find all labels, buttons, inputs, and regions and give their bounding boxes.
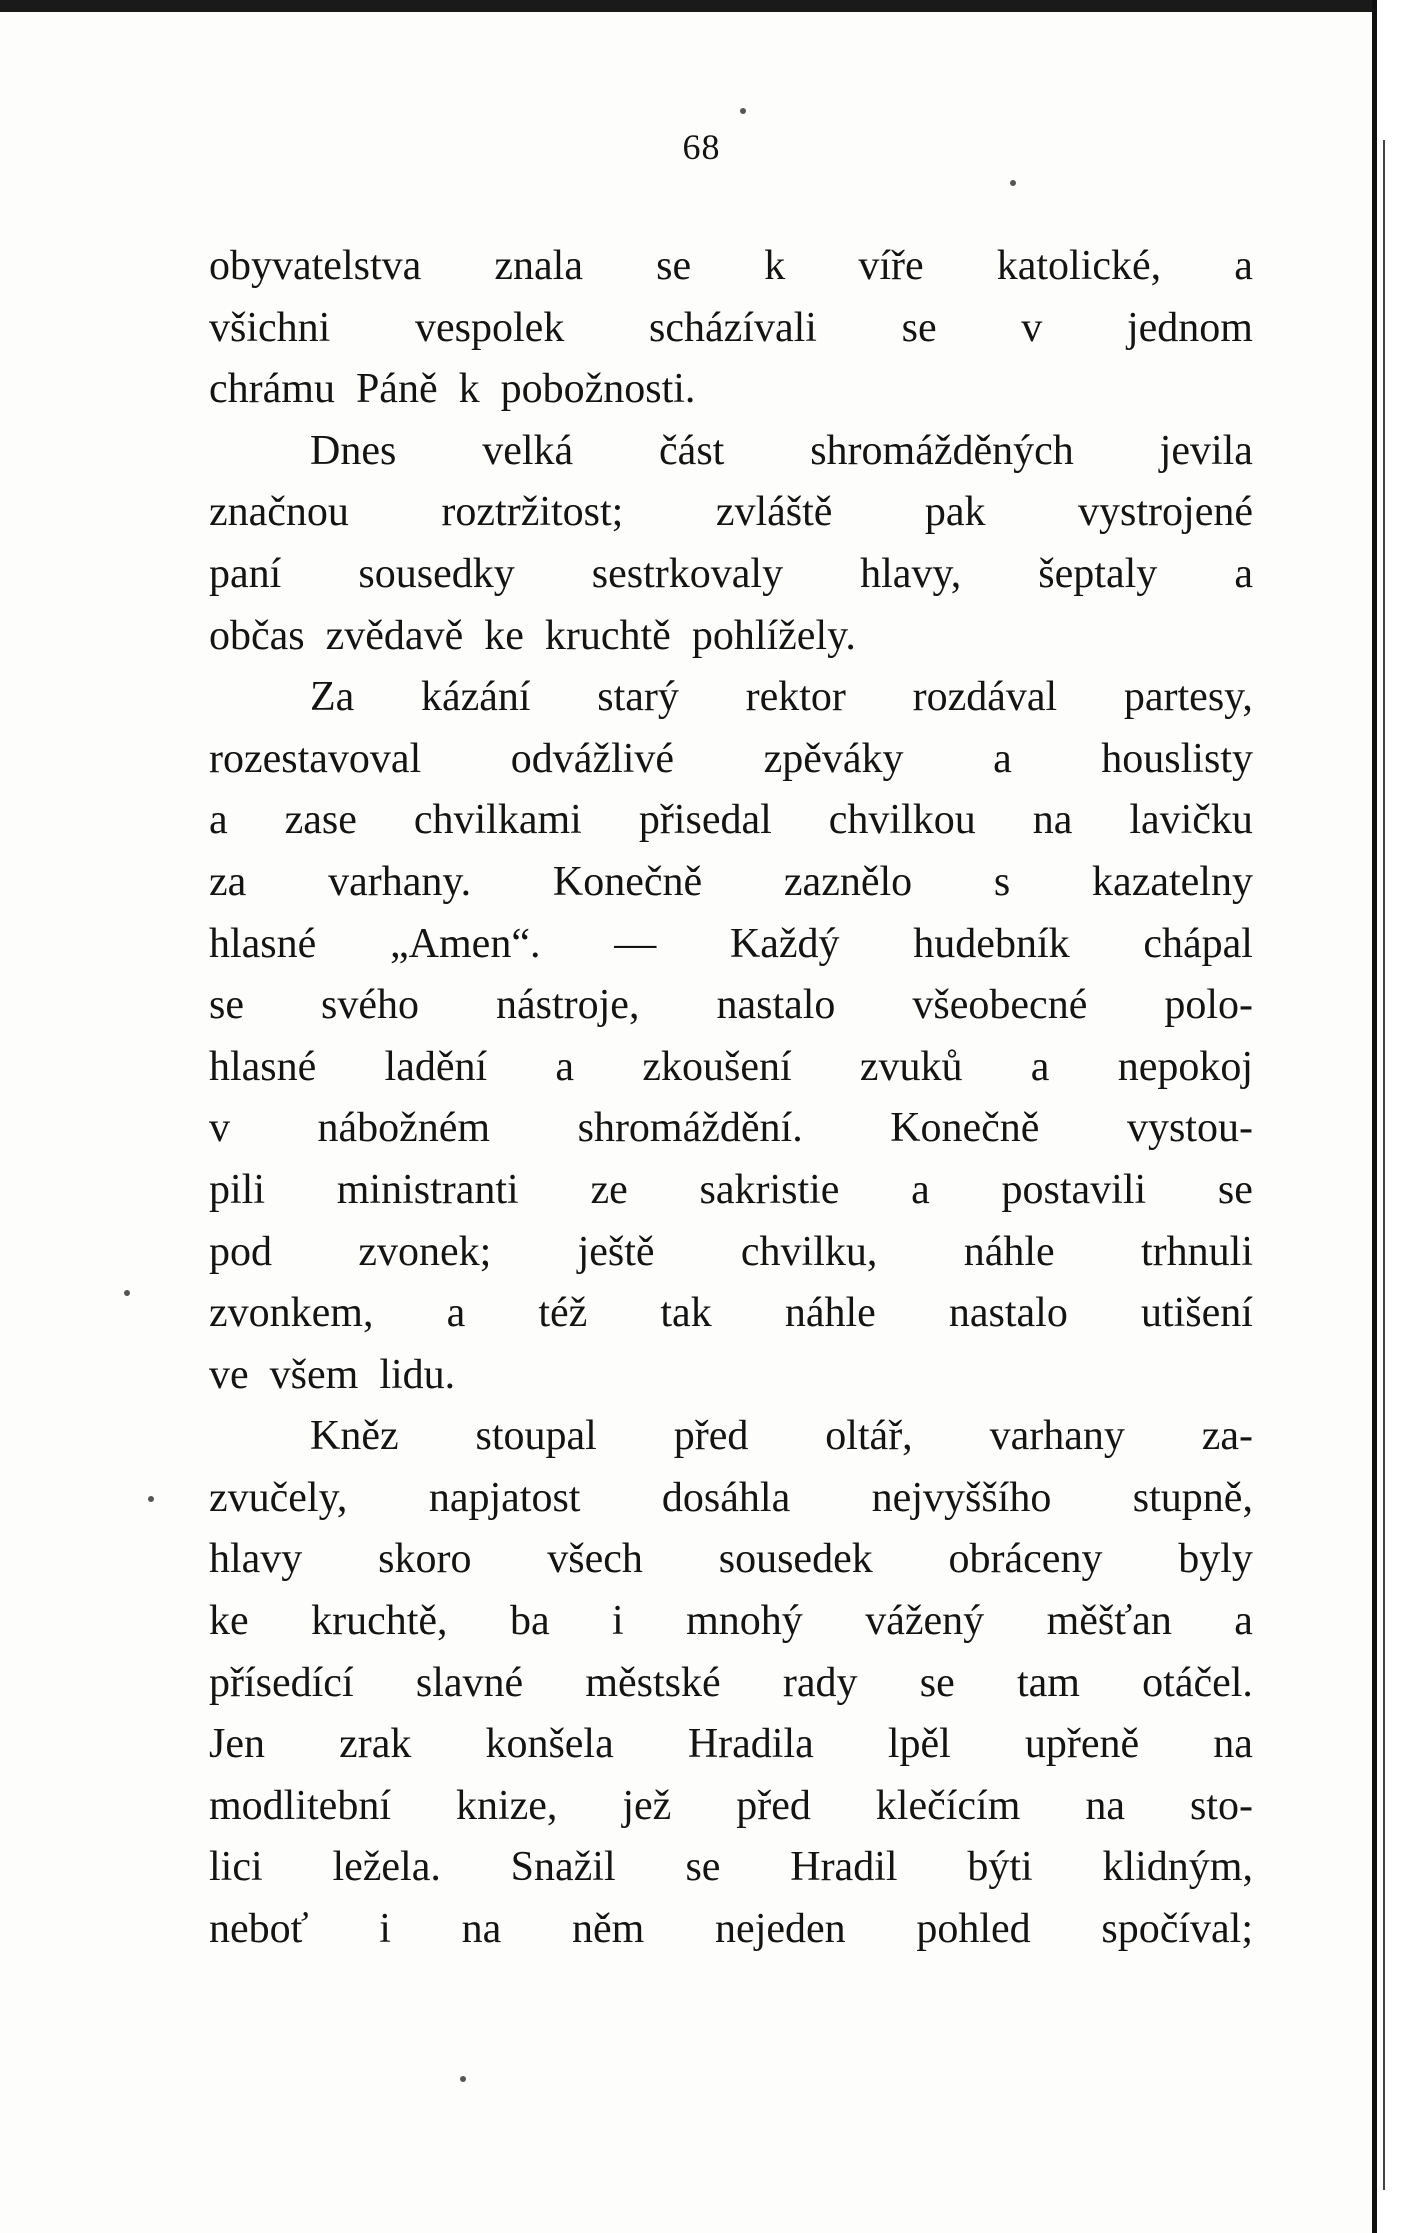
word: se bbox=[919, 1659, 955, 1706]
word: zvláště bbox=[715, 489, 833, 536]
word: se bbox=[1217, 1166, 1253, 1213]
word: všem bbox=[269, 1351, 359, 1398]
word: stoupal bbox=[475, 1413, 597, 1460]
word: ladění bbox=[384, 1043, 488, 1090]
word: pohlížely. bbox=[691, 612, 856, 659]
word: ke bbox=[209, 1598, 249, 1645]
word: Každý bbox=[729, 920, 840, 967]
word: měšťan bbox=[1046, 1598, 1172, 1645]
word: značnou bbox=[209, 489, 349, 536]
word: lpěl bbox=[887, 1721, 951, 1768]
word: kruchtě, bbox=[311, 1598, 448, 1645]
text-line bbox=[209, 1283, 1253, 1345]
text-line bbox=[209, 790, 1253, 852]
word: na bbox=[461, 1906, 502, 1953]
text-line bbox=[209, 852, 1253, 914]
word: zrak bbox=[339, 1721, 412, 1768]
word: obráceny bbox=[948, 1536, 1103, 1583]
word: a bbox=[993, 735, 1012, 782]
word: část bbox=[659, 427, 725, 474]
word: neboť bbox=[209, 1906, 309, 1953]
text-line bbox=[209, 298, 1253, 360]
word: jevila bbox=[1159, 427, 1253, 474]
text-line bbox=[209, 1468, 1253, 1530]
word: odvážlivé bbox=[510, 735, 675, 782]
word: starý bbox=[597, 674, 679, 721]
word: Páně bbox=[355, 366, 438, 413]
body-text bbox=[209, 236, 1253, 1961]
word: sakristie bbox=[699, 1166, 840, 1213]
scan-speck bbox=[740, 108, 746, 114]
word: k bbox=[764, 243, 786, 289]
word: rozdával bbox=[912, 674, 1058, 721]
word: vážený bbox=[865, 1598, 985, 1645]
word: — bbox=[614, 920, 657, 967]
word: chrámu bbox=[209, 366, 335, 413]
word: nejeden bbox=[715, 1906, 846, 1953]
scan-speck bbox=[460, 2076, 466, 2082]
word: „Amen“. bbox=[390, 920, 541, 967]
word: upřeně bbox=[1024, 1721, 1140, 1768]
word: Konečně bbox=[552, 858, 703, 905]
text-line bbox=[209, 421, 1253, 483]
text-line bbox=[209, 975, 1253, 1037]
word: chvilkou bbox=[828, 797, 976, 844]
word: před bbox=[673, 1413, 749, 1460]
text-line bbox=[209, 1222, 1253, 1284]
word: na bbox=[1213, 1721, 1253, 1768]
word: kazatelny bbox=[1092, 858, 1253, 905]
word: lidu. bbox=[379, 1351, 456, 1398]
text-line bbox=[209, 1837, 1253, 1899]
word: za- bbox=[1201, 1413, 1253, 1460]
word: se bbox=[685, 1844, 721, 1891]
text-line bbox=[209, 1591, 1253, 1653]
word: též bbox=[538, 1290, 588, 1337]
word: hlasné bbox=[209, 1043, 317, 1090]
word: ba bbox=[509, 1598, 550, 1645]
word: lici bbox=[209, 1844, 263, 1891]
word: Dnes bbox=[310, 427, 397, 474]
word: skoro bbox=[378, 1536, 472, 1583]
word: nábožném bbox=[317, 1105, 491, 1152]
word: šeptaly bbox=[1038, 550, 1158, 597]
text-line bbox=[209, 914, 1253, 976]
word: shromážděných bbox=[810, 427, 1074, 474]
word: obyvatelstva bbox=[209, 243, 422, 289]
word: pohled bbox=[916, 1906, 1031, 1953]
word: Kněz bbox=[310, 1413, 399, 1460]
word: sestrkovaly bbox=[591, 550, 784, 597]
word: Hradila bbox=[687, 1721, 814, 1768]
word: stupně, bbox=[1132, 1474, 1253, 1521]
word: něm bbox=[572, 1906, 645, 1953]
word: ke bbox=[484, 612, 524, 659]
word: a bbox=[555, 1043, 575, 1090]
word: nastalo bbox=[716, 982, 836, 1029]
word: slavné bbox=[415, 1659, 524, 1706]
word: Hradil bbox=[790, 1844, 898, 1891]
word: nastalo bbox=[948, 1290, 1068, 1337]
word: shromáždění. bbox=[577, 1105, 803, 1152]
word: náhle bbox=[963, 1228, 1055, 1275]
word: i bbox=[612, 1598, 624, 1645]
word: varhany bbox=[989, 1413, 1125, 1460]
word: kázání bbox=[420, 674, 531, 721]
text-line bbox=[209, 1098, 1253, 1160]
word: rady bbox=[782, 1659, 858, 1706]
text-line bbox=[209, 667, 1253, 729]
word: zvuků bbox=[859, 1043, 963, 1090]
word: všeobecné bbox=[912, 982, 1088, 1029]
word: všech bbox=[547, 1536, 643, 1583]
word: ležela. bbox=[332, 1844, 441, 1891]
word: rektor bbox=[745, 674, 846, 721]
word: hlasné bbox=[209, 920, 317, 967]
word: jednom bbox=[1126, 304, 1253, 351]
word: znala bbox=[494, 243, 583, 289]
word: svého bbox=[321, 982, 419, 1029]
word: varhany. bbox=[328, 858, 472, 905]
word: zpěváky bbox=[763, 735, 904, 782]
word: v bbox=[209, 1105, 230, 1152]
word: se bbox=[656, 243, 692, 289]
word: pak bbox=[924, 489, 986, 536]
word: ještě bbox=[577, 1228, 655, 1275]
word: dosáhla bbox=[661, 1474, 791, 1521]
word: spočíval; bbox=[1101, 1906, 1253, 1953]
page-gutter-line bbox=[1383, 140, 1385, 2190]
word: ministranti bbox=[336, 1166, 519, 1213]
word: s bbox=[993, 858, 1011, 905]
word: a bbox=[1234, 550, 1253, 597]
word: velká bbox=[482, 427, 574, 474]
word: chvilku, bbox=[740, 1228, 878, 1275]
word: nepokoj bbox=[1117, 1043, 1253, 1090]
word: trhnuli bbox=[1141, 1228, 1253, 1275]
word: modlitební bbox=[209, 1782, 391, 1829]
word: kruchtě bbox=[544, 612, 671, 659]
text-line bbox=[209, 1529, 1253, 1591]
word: hudebník bbox=[913, 920, 1070, 967]
word: se bbox=[901, 304, 937, 351]
word: Za bbox=[310, 674, 355, 721]
word: chvilkami bbox=[413, 797, 582, 844]
word: se bbox=[209, 982, 244, 1029]
word: ve bbox=[209, 1351, 249, 1398]
word: přísedící bbox=[209, 1659, 354, 1706]
word: Jen bbox=[209, 1721, 265, 1768]
text-line bbox=[209, 359, 1253, 421]
word: mnohý bbox=[686, 1598, 803, 1645]
word: katolické, bbox=[996, 243, 1162, 289]
word: za bbox=[209, 858, 247, 905]
word: pili bbox=[209, 1166, 266, 1213]
word: polo- bbox=[1164, 982, 1253, 1029]
word: zase bbox=[284, 797, 357, 844]
word: zaznělo bbox=[783, 858, 913, 905]
scan-top-edge bbox=[0, 0, 1403, 12]
word: přisedal bbox=[638, 797, 772, 844]
word: a bbox=[1234, 1598, 1253, 1645]
word: oltář, bbox=[825, 1413, 913, 1460]
word: městské bbox=[585, 1659, 721, 1706]
word: náhle bbox=[784, 1290, 876, 1337]
word: a bbox=[446, 1290, 466, 1337]
word: napjatost bbox=[428, 1474, 581, 1521]
scan-right-edge bbox=[1372, 0, 1403, 2233]
word: Konečně bbox=[890, 1105, 1040, 1152]
word: vespolek bbox=[415, 304, 565, 351]
text-line bbox=[209, 1406, 1253, 1468]
word: lavičku bbox=[1129, 797, 1253, 844]
page-number: 68 bbox=[682, 127, 721, 167]
word: paní bbox=[209, 550, 282, 597]
text-line bbox=[209, 1899, 1253, 1961]
text-line bbox=[209, 544, 1253, 606]
text-line bbox=[209, 236, 1253, 298]
word: a bbox=[911, 1166, 930, 1213]
word: na bbox=[1032, 797, 1073, 844]
scan-speck bbox=[124, 1290, 130, 1296]
text-line bbox=[209, 1160, 1253, 1222]
word: rozestavoval bbox=[209, 735, 422, 782]
word: na bbox=[1085, 1782, 1125, 1829]
word: klečícím bbox=[875, 1782, 1021, 1829]
word: houslisty bbox=[1101, 735, 1253, 782]
word: chápal bbox=[1143, 920, 1253, 967]
word: Snažil bbox=[510, 1844, 616, 1891]
word: zvonek; bbox=[358, 1228, 492, 1275]
word: partesy, bbox=[1123, 674, 1253, 721]
text-line bbox=[209, 729, 1253, 791]
word: i bbox=[379, 1906, 391, 1953]
word: pobožnosti. bbox=[500, 366, 696, 413]
word: před bbox=[736, 1782, 811, 1829]
word: knize, bbox=[455, 1782, 558, 1829]
word: otáčel. bbox=[1142, 1659, 1253, 1706]
word: vystrojené bbox=[1078, 489, 1253, 536]
word: a bbox=[1234, 243, 1253, 289]
word: a bbox=[209, 797, 228, 844]
word: scházívali bbox=[649, 304, 817, 351]
word: tam bbox=[1016, 1659, 1080, 1706]
scan-speck bbox=[148, 1496, 154, 1502]
word: postavili bbox=[1001, 1166, 1147, 1213]
text-line bbox=[209, 482, 1253, 544]
word: pod bbox=[209, 1228, 272, 1275]
word: víře bbox=[858, 243, 924, 289]
text-line bbox=[209, 1714, 1253, 1776]
word: roztržitost; bbox=[441, 489, 624, 536]
word: býti bbox=[967, 1844, 1033, 1891]
word: sto- bbox=[1189, 1782, 1253, 1829]
word: konšela bbox=[485, 1721, 614, 1768]
word: klidným, bbox=[1102, 1844, 1253, 1891]
word: všichni bbox=[209, 304, 331, 351]
text-line bbox=[209, 1037, 1253, 1099]
word: byly bbox=[1178, 1536, 1253, 1583]
word: jež bbox=[622, 1782, 672, 1829]
scan-speck bbox=[1010, 180, 1016, 186]
word: vystou- bbox=[1126, 1105, 1253, 1152]
word: zvědavě bbox=[325, 612, 464, 659]
word: zvučely, bbox=[209, 1474, 348, 1521]
text-line bbox=[209, 606, 1253, 668]
word: k bbox=[458, 366, 480, 413]
word: ze bbox=[590, 1166, 628, 1213]
word: a bbox=[1030, 1043, 1050, 1090]
text-line bbox=[209, 1653, 1253, 1715]
text-line bbox=[209, 1345, 1253, 1407]
word: zvonkem, bbox=[209, 1290, 374, 1337]
word: tak bbox=[660, 1290, 712, 1337]
word: hlavy bbox=[209, 1536, 303, 1583]
word: hlavy, bbox=[860, 550, 962, 597]
word: zkoušení bbox=[642, 1043, 792, 1090]
word: sousedek bbox=[718, 1536, 873, 1583]
word: nástroje, bbox=[496, 982, 640, 1029]
word: občas bbox=[209, 612, 305, 659]
word: sousedky bbox=[358, 550, 515, 597]
word: utišení bbox=[1140, 1290, 1253, 1337]
word: v bbox=[1021, 304, 1043, 351]
word: nejvyššího bbox=[871, 1474, 1052, 1521]
text-line bbox=[209, 1776, 1253, 1838]
